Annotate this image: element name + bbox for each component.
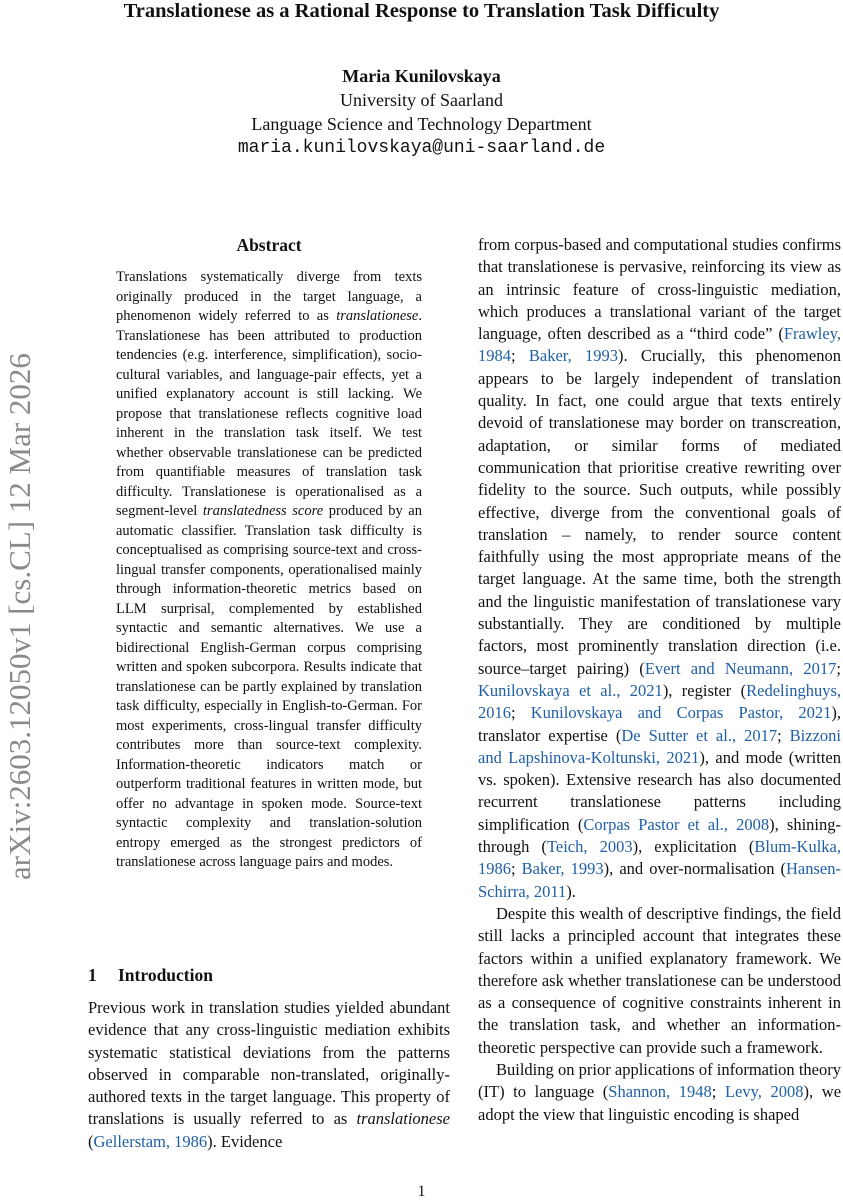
abstract-emphasis: translatedness score: [202, 503, 324, 519]
citation-link[interactable]: Baker, 1993: [528, 346, 618, 366]
author-name: Maria Kunilovskaya: [342, 66, 501, 86]
abstract-paragraph: [116, 268, 422, 873]
body-text: Previous work in translation studies yielded abundant evidence that any cross-linguistic mediation exhibits systematic statistical deviations from the patterns observed in comparable non-translated, originally-authored texts in the target language. This property of translations is usually referred to as: [88, 998, 450, 1129]
author-affiliation: University of Saarland: [340, 90, 503, 110]
body-emphasis: translationese: [356, 1109, 450, 1129]
body-text: ;: [511, 346, 529, 366]
citation-link[interactable]: Frawley, 1984: [478, 324, 841, 366]
body-text: ), and over-normalisation (: [603, 859, 787, 879]
citation-link[interactable]: Gellerstam, 1986: [93, 1131, 208, 1151]
body-text: ;: [511, 859, 522, 879]
body-text: ). Crucially, this phenomenon appears to be largely independent of translation quality. In fact, one could argue that texts entirely devoid of translationese may border on transcreation, adaptation, or similar forms of mediated communication that prioritise creative rewriting over fidelity to the source. Such outputs, while possibly effective, diverge from the conventional goals of translation – namely, to render source content faithfully using the most appropriate means of the target language. At the same time, both the strength and the linguistic manifestation of translationese vary substantially. They are conditioned by multiple factors, most prominently translation direction (i.e. source–target pairing) (: [478, 346, 841, 678]
body-text: ), and mode (written vs. spoken). Extensive research has also documented recurrent translationese patterns including simplification (: [478, 747, 841, 834]
abstract-text: . Translationese has been attributed to production tendencies (e.g. interference, simplification), socio-cultural variables, and language-pair effects, yet a unified explanatory account is still lacking. We propose that translationese reflects cognitive load inherent in the translation task itself. We test whether observable translationese can be predicted from quantifiable measures of translation task difficulty. Translationese is operationalised as a segment-level: [116, 308, 422, 519]
body-text: Building on prior applications of information theory (IT) to language (: [478, 1059, 841, 1102]
body-text: ).: [566, 881, 576, 901]
citation-link[interactable]: Bizzoni and Lapshinova-Koltunski, 2021: [478, 725, 841, 767]
intro-paragraph-1-continued: [478, 234, 841, 903]
citation-link[interactable]: Redelinghuys, 2016: [478, 680, 842, 723]
citation-link[interactable]: Blum-Kulka, 1986: [478, 837, 841, 879]
section-number: 1: [88, 965, 97, 985]
body-text: ;: [711, 1082, 725, 1102]
body-text: ). Evidence: [207, 1131, 283, 1151]
body-text: from corpus-based and computational studies confirms that translationese is pervasive, reinforcing its view as an intrinsic feature of cross-linguistic mediation, which produces a translational variant of the target language, often described as a “third code” (: [478, 235, 841, 344]
author-block: [0, 64, 843, 160]
abstract-heading: Abstract: [236, 235, 302, 255]
abstract-body: [116, 268, 422, 873]
intro-paragraph-1: [88, 997, 450, 1153]
paper-title: Translationese as a Rational Response to Translation Task Difficulty: [123, 0, 720, 22]
arxiv-identifier-stamp: arXiv:2603.12050v1 [cs.CL] 12 Mar 2026: [2, 353, 37, 880]
body-text: ;: [836, 658, 841, 678]
citation-link[interactable]: Levy, 2008: [724, 1082, 804, 1102]
page-number: 1: [417, 1183, 426, 1200]
citation-link[interactable]: Kunilovskaya and Corpas Pastor, 2021: [530, 703, 832, 723]
citation-link[interactable]: De Sutter et al., 2017: [621, 725, 778, 745]
body-text: ;: [777, 725, 790, 745]
author-email[interactable]: maria.kunilovskaya@uni-saarland.de: [237, 138, 606, 158]
body-text: ), register (: [662, 680, 747, 700]
body-text: ;: [511, 703, 531, 723]
introduction-right-column: [478, 234, 841, 1126]
intro-paragraph-2: Despite this wealth of descriptive findings, the field still lacks a principled account that integrates these factors within a unified explanatory framework. We therefore ask whether translationese can be understood as a consequence of cognitive constraints inherent in the translation task, and whether an information-theoretic perspective can provide such a framework.: [478, 903, 841, 1057]
body-text: (: [88, 1131, 94, 1151]
body-text: ), translator expertise (: [478, 703, 842, 745]
citation-link[interactable]: Kunilovskaya et al., 2021: [478, 680, 663, 700]
citation-link[interactable]: Evert and Neumann, 2017: [644, 658, 837, 678]
abstract-emphasis: translationese: [336, 308, 419, 324]
body-text: ), we adopt the view that linguistic encoding is shaped: [478, 1082, 842, 1124]
abstract-text: produced by an automatic classifier. Translation task difficulty is conceptualised as comprising source-text and cross-lingual transfer components, operationalised mainly through information-theoretic metrics based on LLM surprisal, complemented by established syntactic and semantic alternatives. We use a bidirectional English-German corpus comprising written and spoken subcorpora. Results indicate that translationese can be partly explained by translation task difficulty, especially in English-to-German. For most experiments, cross-lingual transfer difficulty contributes more than source-text complexity. Information-theoretic indicators match or outperform traditional features in written mode, but offer no advantage in spoken mode. Source-text syntactic complexity and translation-solution entropy emerged as the strongest predictors of translationese across language pairs and modes.: [116, 503, 422, 870]
citation-link[interactable]: Baker, 1993: [521, 859, 604, 879]
intro-paragraph-3: [478, 1059, 841, 1126]
body-text: ), explicitation (: [632, 837, 755, 857]
citation-link[interactable]: Hansen-Schirra, 2011: [478, 859, 841, 901]
citation-link[interactable]: Corpas Pastor et al., 2008: [583, 814, 770, 834]
abstract-text: Translations systematically diverge from texts originally produced in the target language, a phenomenon widely referred to as: [116, 269, 422, 324]
section-title: Introduction: [118, 965, 213, 985]
author-department: Language Science and Technology Department: [251, 114, 592, 134]
body-text: ), shining-through (: [478, 814, 841, 857]
citation-link[interactable]: Shannon, 1948: [608, 1082, 712, 1102]
section-heading-introduction: [88, 964, 450, 986]
citation-link[interactable]: Teich, 2003: [546, 837, 633, 857]
introduction-left-column: [88, 997, 450, 1153]
